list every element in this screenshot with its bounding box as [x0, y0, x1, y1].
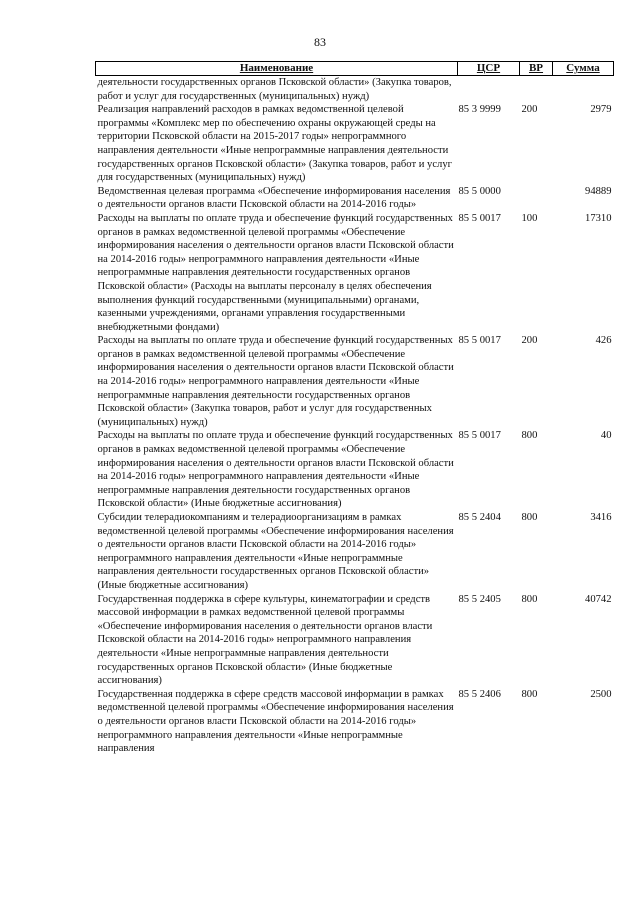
table-header [96, 62, 614, 76]
cell-vr: 200 [521, 104, 538, 116]
cell-vr [520, 76, 553, 104]
header-csr: ЦСР [458, 62, 520, 76]
cell-vr: 100 [521, 212, 538, 224]
header-row [96, 62, 614, 76]
cell-csr: 85 5 2406 [458, 688, 501, 700]
cell-csr [458, 76, 520, 104]
cell-vr: 800 [521, 430, 538, 442]
table-row [96, 511, 614, 593]
cell-sum: 40 [600, 430, 612, 442]
cell-sum: 3416 [590, 512, 612, 523]
cell-csr: 85 5 0017 [458, 430, 501, 442]
cell-name: Государственная поддержка в сфере средств массовой информации в рамках ведомственной целевой программы «Обеспечение информирования населения о деятельности органов власти Псковской области на 2014-2016 годы» непрограммного направления деятельности «Иные непрограммные направления [97, 688, 454, 755]
cell-csr: 85 5 2404 [458, 512, 501, 523]
page-number: 83 [314, 35, 326, 49]
cell-name: Ведомственная целевая программа «Обеспечение информирования населения о деятельности органов власти Псковской области на 2014-2016 годы» [97, 185, 451, 211]
cell-vr: 800 [521, 593, 538, 605]
cell-csr: 85 5 0017 [458, 212, 501, 224]
cell-name: Расходы на выплаты по оплате труда и обеспечение функций государственных органов в рамках ведомственной целевой программы «Обеспечение информирования населения о деятельности органов власти Псковской области на 2014-2016 годы» непрограммного направления деятельности «Иные непрограммные направления деятельности государственных органов Псковской области» (Расходы на выплаты персоналу в целях обеспечения выполнения функций государственными (муниципальными) органами, казенными учреждениями, органами управления государственными внебюджетными фондами) [97, 212, 454, 333]
budget-table [95, 61, 614, 756]
cell-name: Государственная поддержка в сфере культуры, кинематографии и средств массовой информации в рамках ведомственной целевой программы «Обеспечение информирования населения о деятельности органов власти Псковской области на 2014-2016 годы» непрограммного направления деятельности «Иные непрограммные направления деятельности государственных органов Псковской области» (Иные бюджетные ассигнования) [97, 593, 433, 687]
cell-sum: 2979 [590, 104, 612, 116]
cell-vr: 200 [521, 335, 538, 347]
header-sum: Сумма [553, 62, 614, 76]
cell-vr: 800 [521, 512, 538, 523]
header-vr: ВР [520, 62, 553, 76]
cell-csr: 85 5 0000 [458, 185, 501, 197]
cell-name: Реализация направлений расходов в рамках ведомственной целевой программы «Комплекс мер по обеспечению охраны окружающей среды на территории Псковской области на 2015-2017 годы» непрограммного направления деятельности «Иные непрограммные направления деятельности государственных органов Псковской области» (Закупка товаров, работ и услуг для государственных (муниципальных) нужд) [97, 104, 452, 184]
table-row [96, 593, 614, 688]
table-row [96, 103, 614, 185]
table-row [96, 185, 614, 212]
cell-name: Расходы на выплаты по оплате труда и обеспечение функций государственных органов в рамках ведомственной целевой программы «Обеспечение информирования населения о деятельности органов власти Псковской области на 2014-2016 годы» непрограммного направления деятельности «Иные непрограммные направления деятельности государственных органов Псковской области» (Закупка товаров, работ и услуг для государственных (муниципальных) нужд) [97, 335, 454, 428]
table-row [96, 334, 614, 429]
cell-csr: 85 5 0017 [458, 335, 501, 347]
cell-sum: 426 [595, 335, 612, 347]
table-row [96, 688, 614, 756]
cell-sum [553, 76, 614, 104]
table-row [96, 212, 614, 334]
cell-vr [520, 185, 553, 212]
cell-name: Субсидии телерадиокомпаниям и телерадиоорганизациям в рамках ведомственной целевой программы «Обеспечение информирования населения о деятельности органов власти Псковской области на 2014-2016 годы» непрограммного направления деятельности «Иные непрограммные направления деятельности государственных органов Псковской области» (Иные бюджетные ассигнования) [97, 512, 454, 591]
cell-sum: 17310 [585, 212, 612, 224]
cell-csr: 85 5 2405 [458, 593, 501, 605]
table-body [96, 76, 614, 756]
cell-sum: 40742 [585, 593, 612, 605]
cell-csr: 85 3 9999 [458, 104, 501, 116]
cell-vr: 800 [521, 688, 538, 700]
table-row [96, 76, 614, 104]
cell-name: деятельности государственных органов Псковской области» (Закупка товаров, работ и услуг для государственных (муниципальных) нужд) [97, 77, 452, 102]
cell-sum: 94889 [585, 185, 612, 197]
cell-name: Расходы на выплаты по оплате труда и обеспечение функций государственных органов в рамках ведомственной целевой программы «Обеспечение информирования населения о деятельности органов власти Псковской области на 2014-2016 годы» непрограммного направления деятельности «Иные непрограммные направления деятельности государственных органов Псковской области» (Иные бюджетные ассигнования) [97, 430, 454, 510]
table-row [96, 429, 614, 511]
cell-sum: 2500 [590, 688, 612, 700]
header-name: Наименование [96, 62, 458, 76]
